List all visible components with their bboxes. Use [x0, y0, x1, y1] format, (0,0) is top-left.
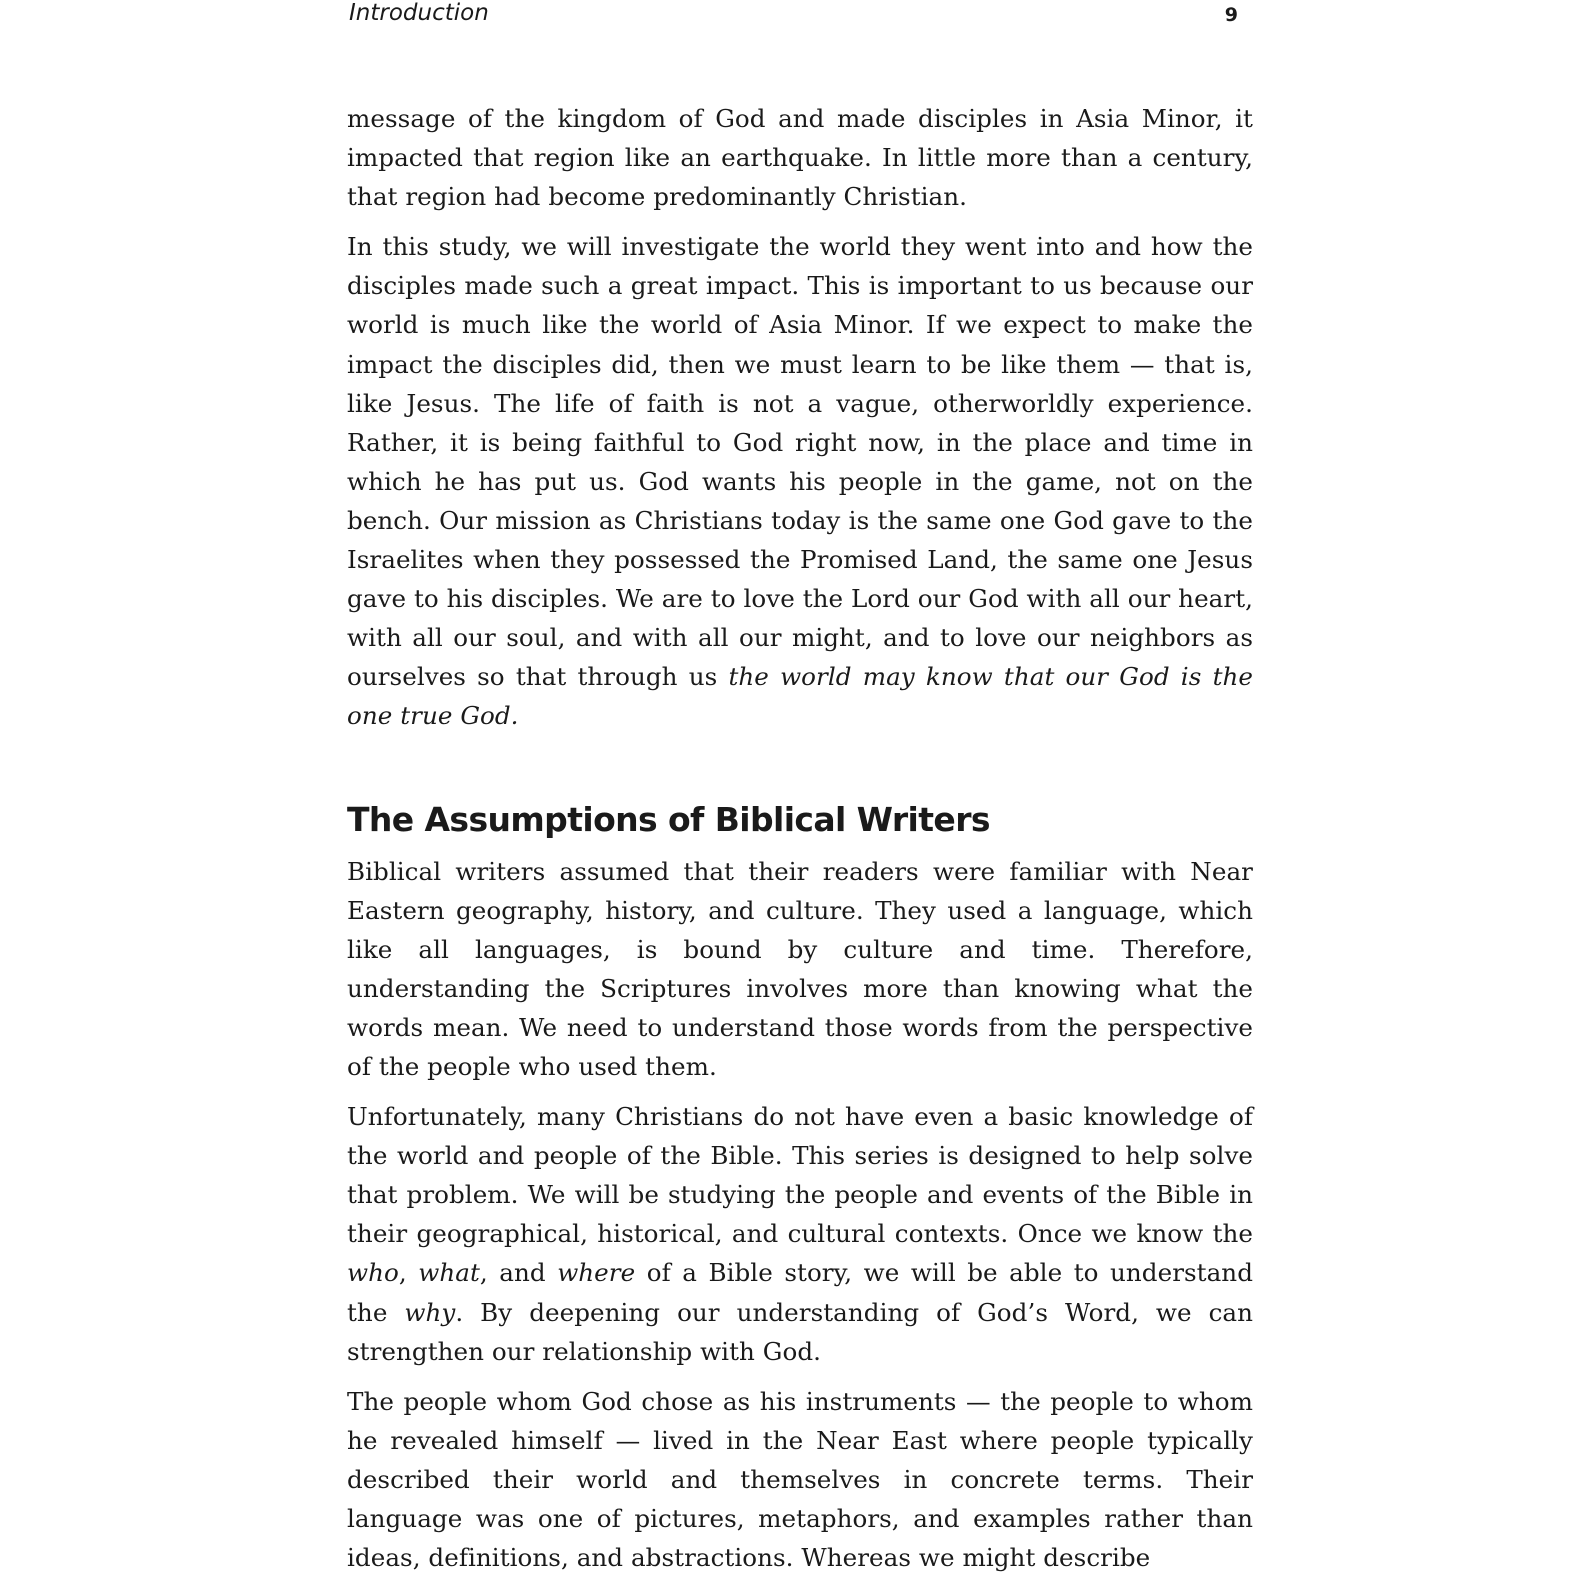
paragraph-text: , and [479, 1258, 558, 1288]
paragraph-text: of a Bible story, we will be able to understand the [347, 1258, 1253, 1327]
paragraph [347, 227, 1253, 735]
page-number: 9 [1224, 4, 1238, 26]
running-title: Introduction [349, 0, 489, 26]
italic-word: where [557, 1258, 636, 1288]
paragraph-text: , [398, 1258, 419, 1288]
paragraph-text: Unfortunately, many Christians do not have even a basic knowledge of the world and people of the Bible. This series is designed to help solve that problem. We will be studying the people and events of the Bible in their geographical, historical, and cultural contexts. Once we know the [347, 1102, 1253, 1249]
body-text [347, 99, 1253, 1588]
italic-word: why [404, 1297, 456, 1327]
paragraph-text: . By deepening our understanding of God’s Word, we can strengthen our relationship with God. [347, 1297, 1254, 1366]
italic-word: what [418, 1258, 480, 1288]
book-page [347, 0, 1253, 1592]
italic-word: who [347, 1258, 399, 1288]
section-heading: The Assumptions of Biblical Writers [347, 799, 990, 839]
paragraph-text: In this study, we will investigate the world they went into and how the disciples made such a great impact. This is important to us because our world is much like the world of Asia Minor. If we expect to make the impact the disciples did, then we must learn to be like them — that is, like Jesus. The life of faith is not a vague, otherworldly experience. Rather, it is being faithful to God right now, in the place and time in which he has put us. God wants his people in the game, not on the bench. Our mission as Christians today is the same one God gave to the Israelites when they possessed the Promised Land, the same one Jesus gave to his disciples. We are to love the Lord our God with all our heart, with all our soul, and with all our might, and to love our neighbors as ourselves so that through us [347, 232, 1253, 692]
paragraph: Biblical writers assumed that their readers were familiar with Near Eastern geography, history, and culture. They used a language, which like all languages, is bound by culture and time. Therefore, understanding the Scriptures involves more than knowing what the words mean. We need to understand those words from the perspective of the people who used them. [347, 856, 1253, 1081]
paragraph: The people whom God chose as his instruments — the people to whom he revealed himself — lived in the Near East where people typically described their world and themselves in concrete terms. Their language was one of pictures, metaphors, and examples rather than ideas, definitions, and abstractions. Whereas we might describe [347, 1386, 1253, 1573]
paragraph: message of the kingdom of God and made disciples in Asia Minor, it impacted that region like an earthquake. In little more than a century, that region had become predominantly Christian. [347, 104, 1253, 212]
italic-phrase: the world may know that our God is the one true God. [347, 662, 1253, 731]
paragraph [347, 1097, 1253, 1371]
running-head [347, 0, 1253, 32]
